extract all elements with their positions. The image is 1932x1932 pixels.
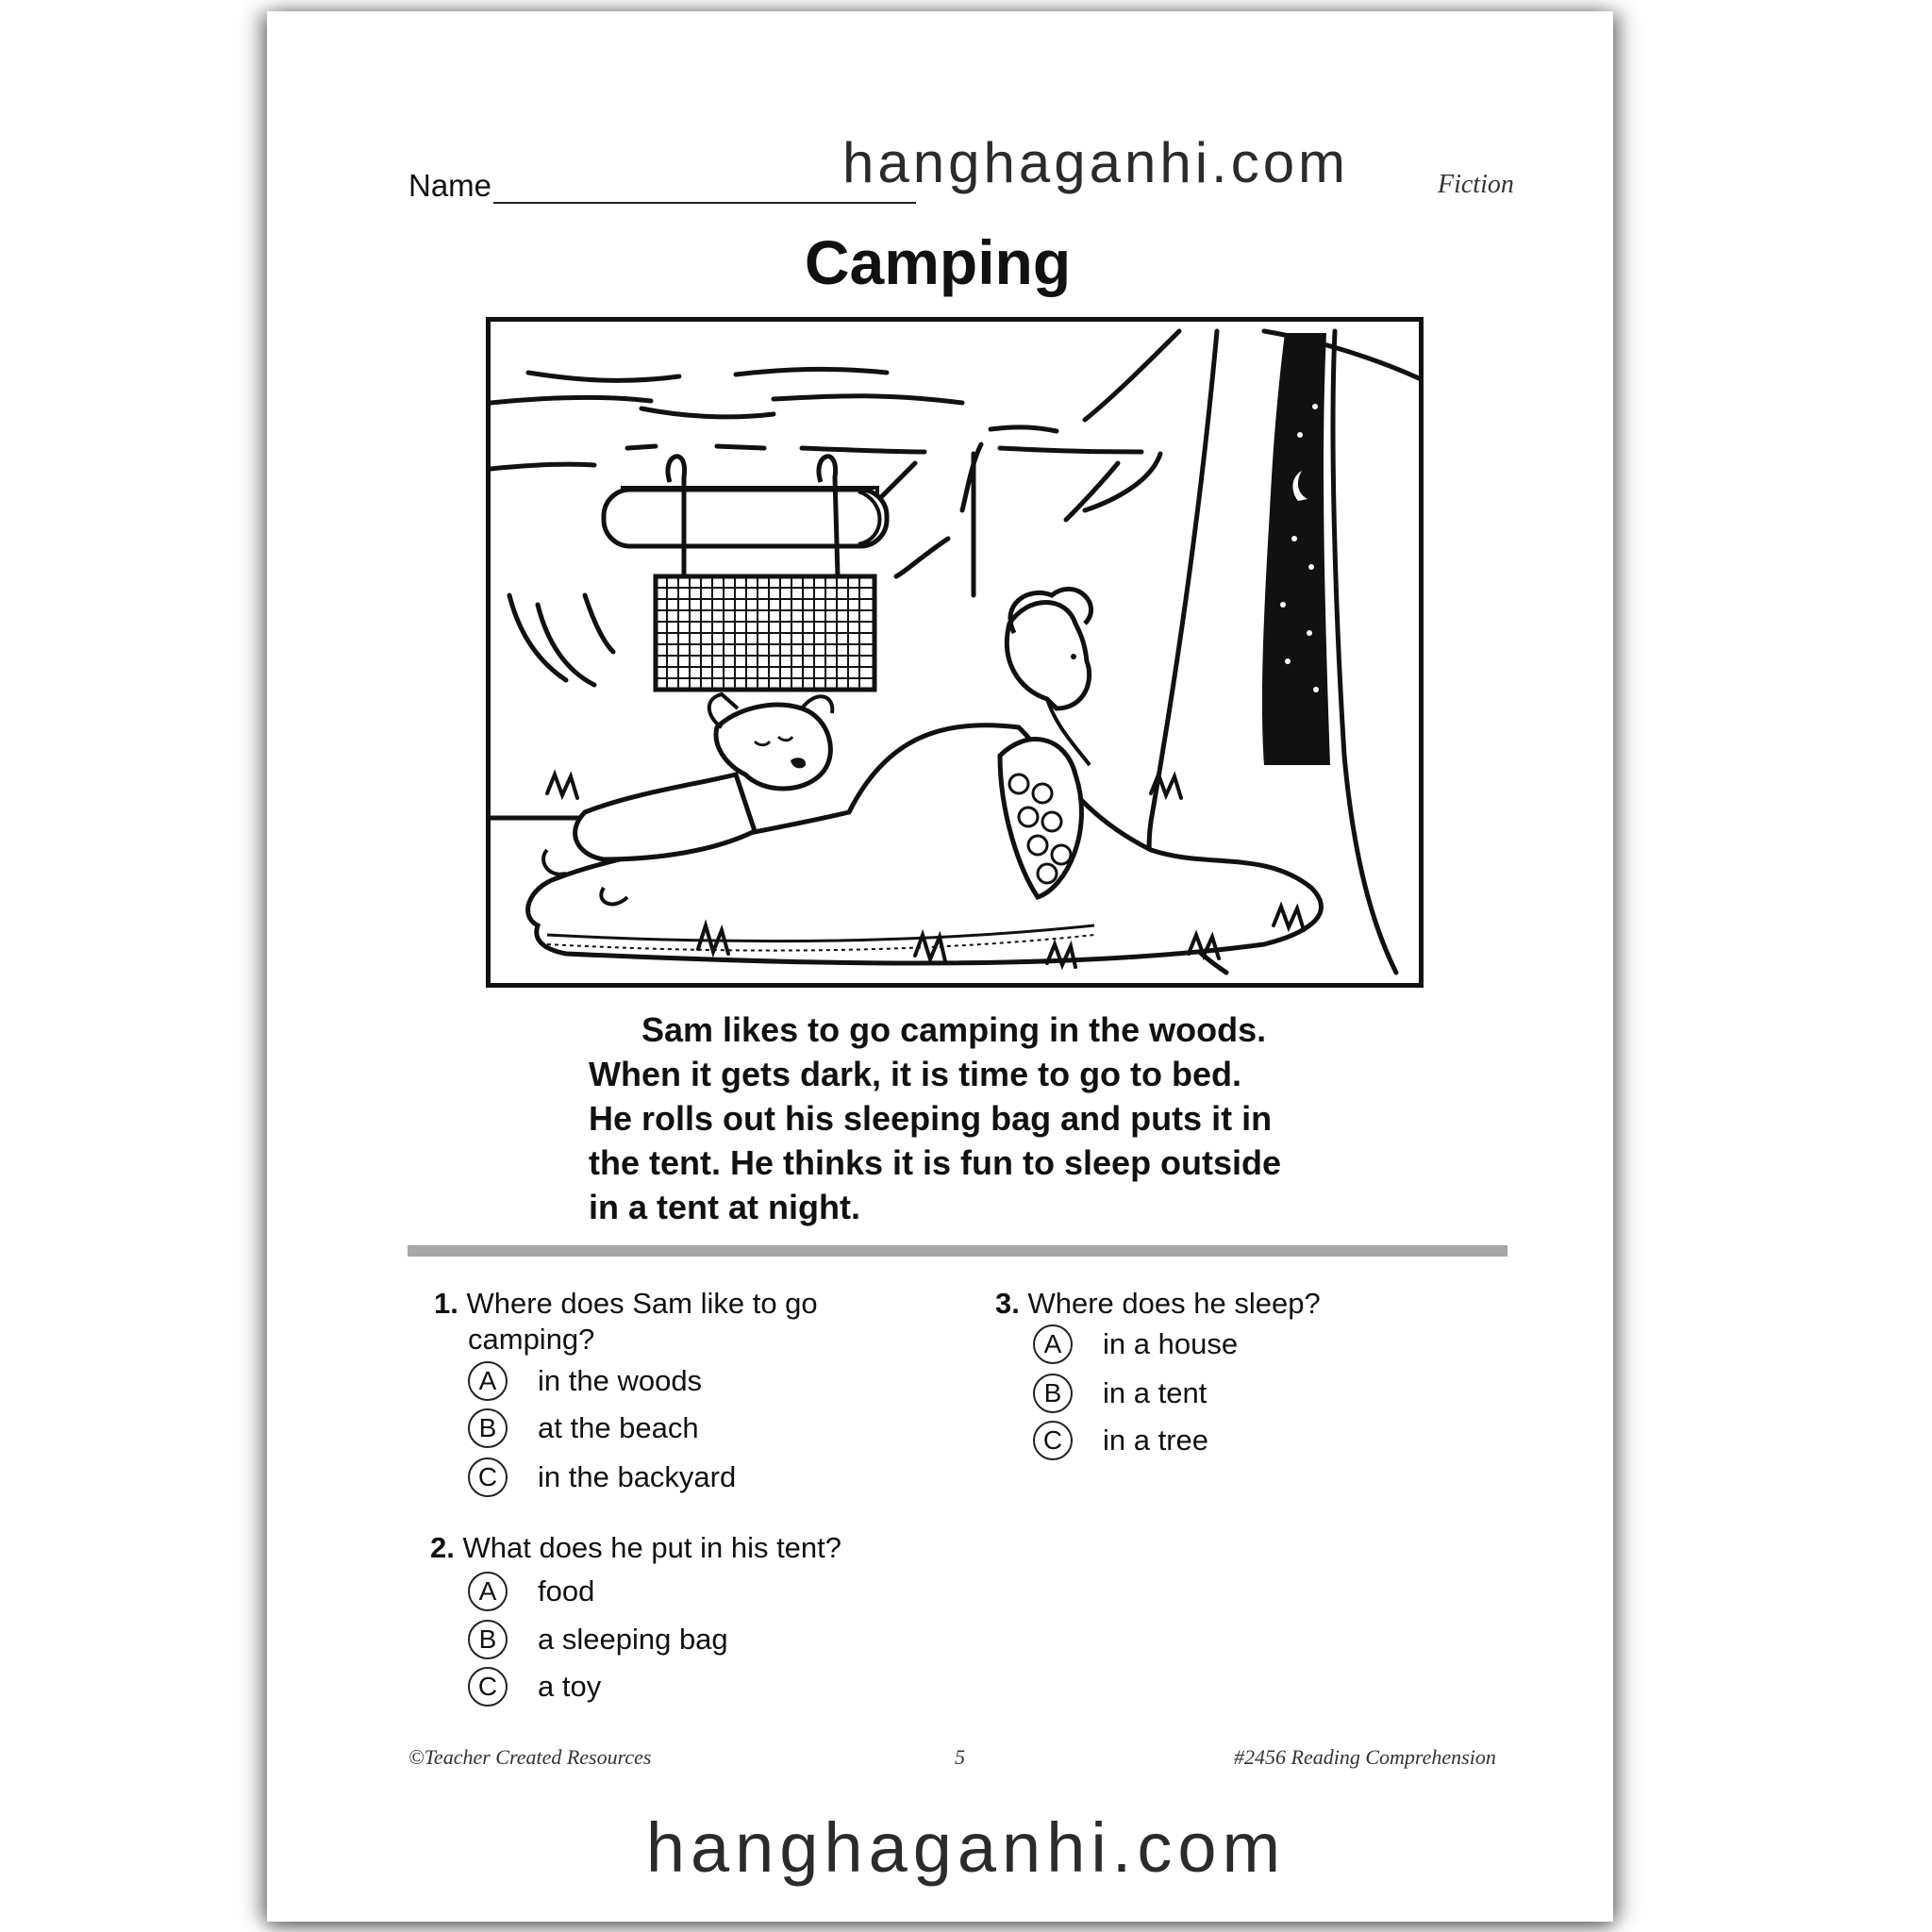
question-2 <box>430 1530 841 1566</box>
answer-bubble-icon[interactable]: C <box>468 1667 508 1707</box>
story-line: the tent. He thinks it is fun to sleep outside <box>589 1143 1282 1182</box>
answer-text: a toy <box>538 1670 602 1703</box>
genre-label: Fiction <box>1438 170 1514 199</box>
answer-bubble-icon[interactable]: C <box>468 1457 508 1497</box>
name-field <box>408 168 916 204</box>
answer-option[interactable] <box>1033 1324 1238 1364</box>
section-divider <box>408 1245 1507 1257</box>
question-text: Where does Sam like to go <box>466 1287 818 1320</box>
tent-scene-drawing <box>491 322 1419 983</box>
answer-text: in a tree <box>1103 1424 1209 1457</box>
page-title: Camping <box>804 227 1072 297</box>
story-passage <box>589 1008 1362 1229</box>
camping-illustration <box>486 317 1424 988</box>
answer-bubble-icon[interactable]: A <box>468 1361 508 1401</box>
answer-bubble-icon[interactable]: C <box>1033 1421 1073 1460</box>
question-1 <box>434 1286 818 1357</box>
answer-text: in a tent <box>1103 1376 1208 1409</box>
answer-option[interactable] <box>468 1361 702 1401</box>
answer-text: at the beach <box>538 1411 699 1444</box>
answer-bubble-icon[interactable]: A <box>1033 1324 1073 1364</box>
story-line: He rolls out his sleeping bag and puts it in <box>589 1099 1273 1138</box>
answer-option[interactable] <box>468 1408 699 1448</box>
answer-bubble-icon[interactable]: B <box>1033 1374 1073 1413</box>
footer-publisher: ©Teacher Created Resources <box>408 1745 652 1769</box>
answer-text: in a house <box>1103 1327 1239 1360</box>
answer-option[interactable] <box>468 1572 594 1611</box>
answer-option[interactable] <box>468 1667 601 1707</box>
story-line: When it gets dark, it is time to go to bed. <box>589 1055 1242 1093</box>
watermark-bottom: hanghaganhi.com <box>645 1808 1287 1887</box>
story-line: Sam likes to go camping in the woods. <box>641 1010 1267 1049</box>
question-text: What does he put in his tent? <box>462 1531 842 1564</box>
question-text: Where does he sleep? <box>1027 1287 1321 1320</box>
answer-bubble-icon[interactable]: A <box>468 1572 508 1611</box>
question-3 <box>995 1286 1321 1322</box>
name-label: Name <box>408 168 492 203</box>
answer-text: in the woods <box>538 1364 703 1397</box>
answer-text: a sleeping bag <box>538 1623 728 1656</box>
answer-option[interactable] <box>468 1457 736 1497</box>
question-number: 1. <box>434 1287 458 1320</box>
answer-bubble-icon[interactable]: B <box>468 1620 508 1659</box>
footer-book-title: #2456 Reading Comprehension <box>1234 1745 1496 1769</box>
question-text: camping? <box>468 1323 595 1356</box>
answer-option[interactable] <box>1033 1421 1208 1460</box>
question-number: 3. <box>995 1287 1020 1320</box>
question-number: 2. <box>430 1531 455 1564</box>
footer-page-number: 5 <box>955 1745 965 1769</box>
answer-bubble-icon[interactable]: B <box>468 1408 508 1448</box>
answer-option[interactable] <box>1033 1374 1207 1413</box>
answer-text: food <box>538 1574 595 1607</box>
answer-text: in the backyard <box>538 1460 737 1493</box>
story-line: in a tent at night. <box>589 1188 860 1226</box>
answer-option[interactable] <box>468 1620 728 1659</box>
watermark-top: hanghaganhi.com <box>842 131 1350 194</box>
